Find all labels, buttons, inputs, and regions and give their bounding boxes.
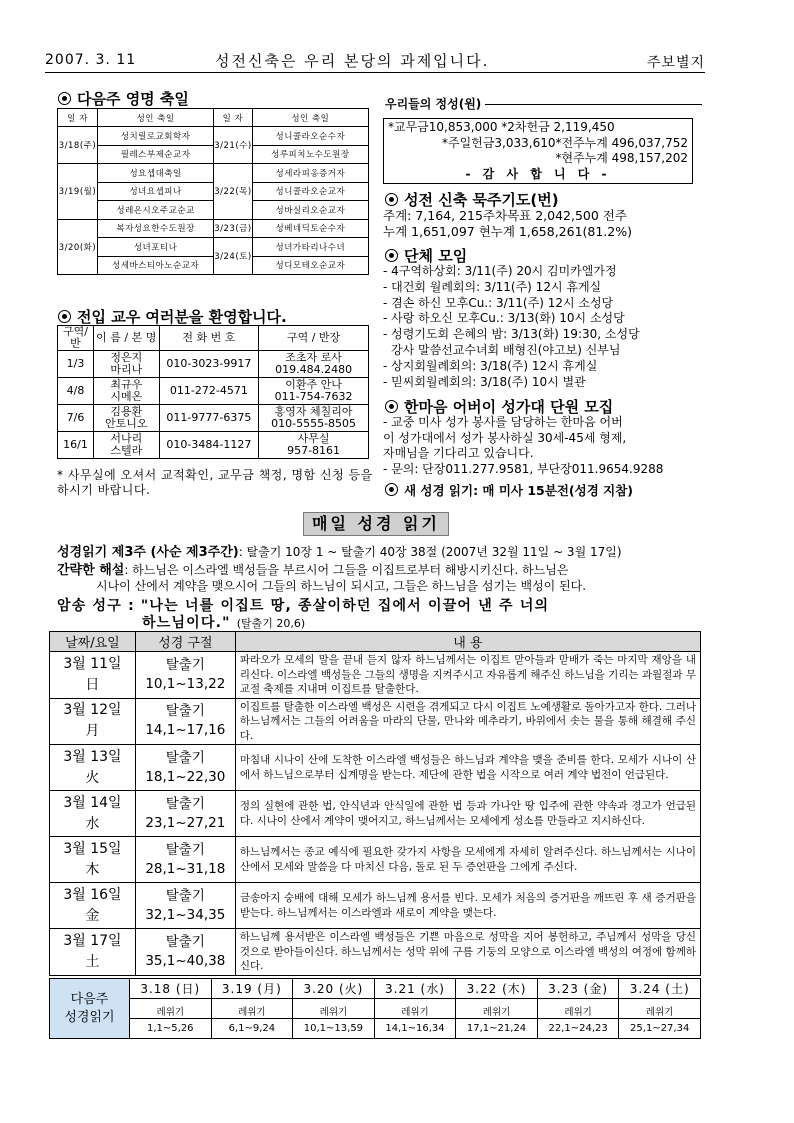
new-reading-notice: 새 성경 읽기: 매 미사 15분전(성경 지참) [385, 481, 633, 499]
next-week-label: 다음주 성경읽기 [50, 979, 130, 1039]
header-divider [45, 72, 705, 73]
header-date: 2007. 3. 11 [45, 52, 137, 68]
list-item: 강사 말씀선교수녀회 배형진(야고보) 신부님 [391, 342, 621, 357]
list-item: - 믿씨회월례회의: 3/18(주) 10시 별관 [383, 374, 586, 389]
circle-bullet-icon [385, 400, 398, 413]
table-row: 성녀포티나 3/24(토) 성녀가타리나수녀 [58, 238, 369, 257]
list-item: - 성령기도회 은혜의 밤: 3/13(화) 19:30, 소성당 [383, 327, 640, 342]
table-row: 성녀요셉피나 성니콜라오순교자 [58, 182, 369, 201]
header-title: 성전신축은 우리 본당의 과제입니다. [215, 52, 490, 70]
table-row: 3월 16일 金 탈출기 32,1~34,35 금송아지 숭배에 대해 모세가 하느님께 용서를 빈다. 모세가 처음의 증거판을 깨뜨린 후 새 증거판을 받는다. 하느님께서는 이스라엘과 새로이 계약을 맺는다. [50, 883, 701, 929]
circle-bullet-icon [385, 193, 398, 206]
offering-title: 우리들의 정성(원) [385, 95, 485, 112]
table-header-row: 구역/반 이 름 / 본 명 전 화 번 호 구역 / 반장 [58, 326, 369, 351]
circle-bullet-icon [385, 249, 398, 262]
memory-verse: 암송 성구 : "나는 너를 이집트 땅, 종살이하던 집에서 이끌어 낸 주 너의 [57, 598, 550, 614]
daily-reading-table [49, 631, 701, 976]
table-row: 3월 17일 土 탈출기 35,1~40,38 하느님께 용서받은 이스라엘 백성들은 기쁜 마음으로 성막을 지어 봉헌하고, 주님께서 성막을 당신 것으로 받아들이신다. 하느님께서는 성막 위에 구름 기둥의 모양으로 이스라엘 백성의 여정에 함께하신다. [50, 929, 701, 976]
offering-line: *교무금10,853,000 *2차헌금 2,119,450 [388, 120, 615, 134]
table-row: 3/20(화) 복자성요한수도원장 3/23(금) 성베네딕토순수자 [58, 219, 369, 238]
table-header-row: 날짜/요일 성경 구절 내 용 [50, 632, 701, 652]
table-row: 7/6 김용환 안토니오 011-9777-6375 홍영자 체칠리아 010-5555-8505 [58, 405, 369, 432]
page-header [45, 48, 705, 72]
table-row: 레위기 레위기 레위기 레위기 레위기 레위기 레위기 [50, 999, 701, 1019]
table-row: 다음주 성경읽기 3.18 (日) 3.19 (月) 3.20 (火) 3.21 (水) 3.22 (木) 3.23 (金) 3.24 (土) [50, 979, 701, 999]
transfer-note: * 사무실에 오셔서 교적확인, 교무금 책정, 명함 신청 등을 하시기 바랍니다. [57, 468, 373, 497]
summary-line-2: 시나이 산에서 계약을 맺으시어 그들의 하느님이 되시고, 그들은 하느님을 섬기는 백성이 된다. [96, 579, 587, 593]
table-row: 1,1~5,26 6,1~9,24 10,1~13,59 14,1~16,34 17,1~21,24 22,1~24,23 25,1~27,34 [50, 1019, 701, 1039]
header-supplement: 주보별지 [646, 55, 705, 71]
offering-line: *현주누계 498,157,202 [555, 151, 688, 165]
table-header-row: 일 자 성인 축일 일 자 성인 축일 [58, 109, 369, 127]
list-item: - 대건회 월례회의: 3/11(주) 12시 휴게실 [383, 279, 602, 294]
table-row: 4/8 최규우 시메온 011-272-4571 이환주 안나 011-754-7632 [58, 378, 369, 405]
list-item: - 상지회월례회의: 3/18(주) 12시 휴게실 [383, 358, 598, 373]
week-info: 성경읽기 제3주 (사순 제3주간): 탈출기 10장 1 ~ 탈출기 40장 38절 (2007년 32월 11일 ~ 3월 17일) [57, 545, 622, 560]
transfer-section-title: 전입 교우 여러분을 환영합니다. [58, 306, 287, 327]
list-item: - 겸손 하신 모후Cu.: 3/11(주) 12시 소성당 [383, 295, 614, 310]
table-row: 필레스부제순교자 성루피치노수도원장 [58, 145, 369, 164]
rosary-text: 주계: 7,164, 215주차목표 2,042,500 전주 누계 1,651,097 현누계 1,658,261(81.2%) [383, 208, 632, 239]
circle-bullet-icon [58, 310, 71, 323]
saints-table [57, 108, 369, 275]
rosary-section-title: 성전 신축 묵주기도(번) [385, 189, 559, 210]
offering-line: *주일헌금3,033,610*전주누계 496,037,752 [442, 135, 688, 150]
daily-reading-title: 매일 성경 읽기 [303, 512, 449, 536]
offering-box [383, 118, 693, 184]
circle-bullet-icon [58, 92, 71, 105]
table-row: 1/3 정은지 마리나 010-3023-9917 조초자 로사 019.484.2480 [58, 351, 369, 378]
table-row: 16/1 서나리 스텔라 010-3484-1127 사무실 957-8161 [58, 432, 369, 459]
circle-bullet-icon [385, 483, 398, 496]
list-item: - 사랑 하오신 모후Cu.: 3/13(화) 10시 소성당 [383, 311, 625, 326]
meetings-section-title: 단체 모임 [385, 245, 467, 266]
transfer-table [57, 325, 369, 459]
meetings-list [383, 264, 640, 390]
table-row: 성세바스티아노순교자 성디모테오순교자 [58, 256, 369, 275]
offering-thanks: - 감 사 합 니 다 - [465, 166, 611, 181]
choir-section-title: 한마음 어버이 성가대 단원 모집 [385, 396, 613, 417]
table-row: 3월 11일 日 탈출기 10,1~13,22 파라오가 모세의 말을 끝내 듣지 않자 하느님께서는 이집트 맏아들과 맏배가 죽는 마지막 재앙을 내리신다. 이스라엘 백성들은 그들의 생명을 지켜주시고 자유롭게 해주신 하느님을 기리는 과월절과 무교절 축제를 지내며 이집트를 탈출한다. [50, 652, 701, 699]
list-item: - 4구역하상회: 3/11(주) 20시 김미카엘가정 [383, 264, 617, 278]
choir-text: - 교중 미사 성가 봉사를 담당하는 한마음 어버 이 성가대에서 성가 봉사하실 30세-45세 형제, 자매님을 기다리고 있습니다. - 문의: 단장011.277.9581, 부단장011.9654.9288 [383, 415, 664, 476]
table-row: 3월 13일 火 탈출기 18,1~22,30 마침내 시나이 산에 도착한 이스라엘 백성들은 하느님과 계약을 맺을 준비를 한다. 모세가 시나이 산에서 하느님으로부터 십계명을 받는다. 제단에 관한 법을 시작으로 여러 계약 법전이 언급된다. [50, 745, 701, 791]
table-row: 3/18(주) 성치릴로교회학자 3/21(수) 성니콜라오순수자 [58, 127, 369, 146]
next-week-table [49, 978, 701, 1039]
table-row: 3월 12일 月 탈출기 14,1~17,16 이집트를 탈출한 이스라엘 백성은 시련을 겪게되고 다시 이집트 노예생활로 돌아가고자 한다. 그러나 하느님께서는 그들의 어려움을 마라의 단물, 만나와 메추라기, 바위에서 솟는 물을 통해 해결해 주신다. [50, 698, 701, 745]
table-row: 3월 14일 水 탈출기 23,1~27,21 정의 실현에 관한 법, 안식년과 안식일에 관한 법 등과 가나안 땅 입주에 관한 약속과 경고가 언급된다. 시나이 산에서 계약이 맺어지고, 하느님께서는 모세에게 성소를 만들라고 지시하신다. [50, 791, 701, 837]
table-row: 3월 15일 木 탈출기 28,1~31,18 하느님께서는 종교 예식에 필요한 갖가지 사항을 모세에게 자세히 알려주신다. 하느님께서는 시나이 산에서 모세와 말씀을 다 마치신 다음, 돌로 된 두 증언판을 그에게 주신다. [50, 837, 701, 883]
memory-verse-2: 하느님이다." (탈출기 20,6) [142, 615, 306, 631]
summary-line: 간략한 해설: 하느님은 이스라엘 백성들을 부르시어 그들을 이집트로부터 해방시키신다. 하느님은 [57, 563, 569, 578]
saints-section-title: 다음주 영명 축일 [58, 88, 189, 109]
table-row: 3/19(월) 성요셉대축일 3/22(목) 성세라피옹증거자 [58, 164, 369, 183]
table-row: 성레온시오주교순교 성바실리오순교자 [58, 201, 369, 220]
offering-title-rule [460, 104, 702, 105]
